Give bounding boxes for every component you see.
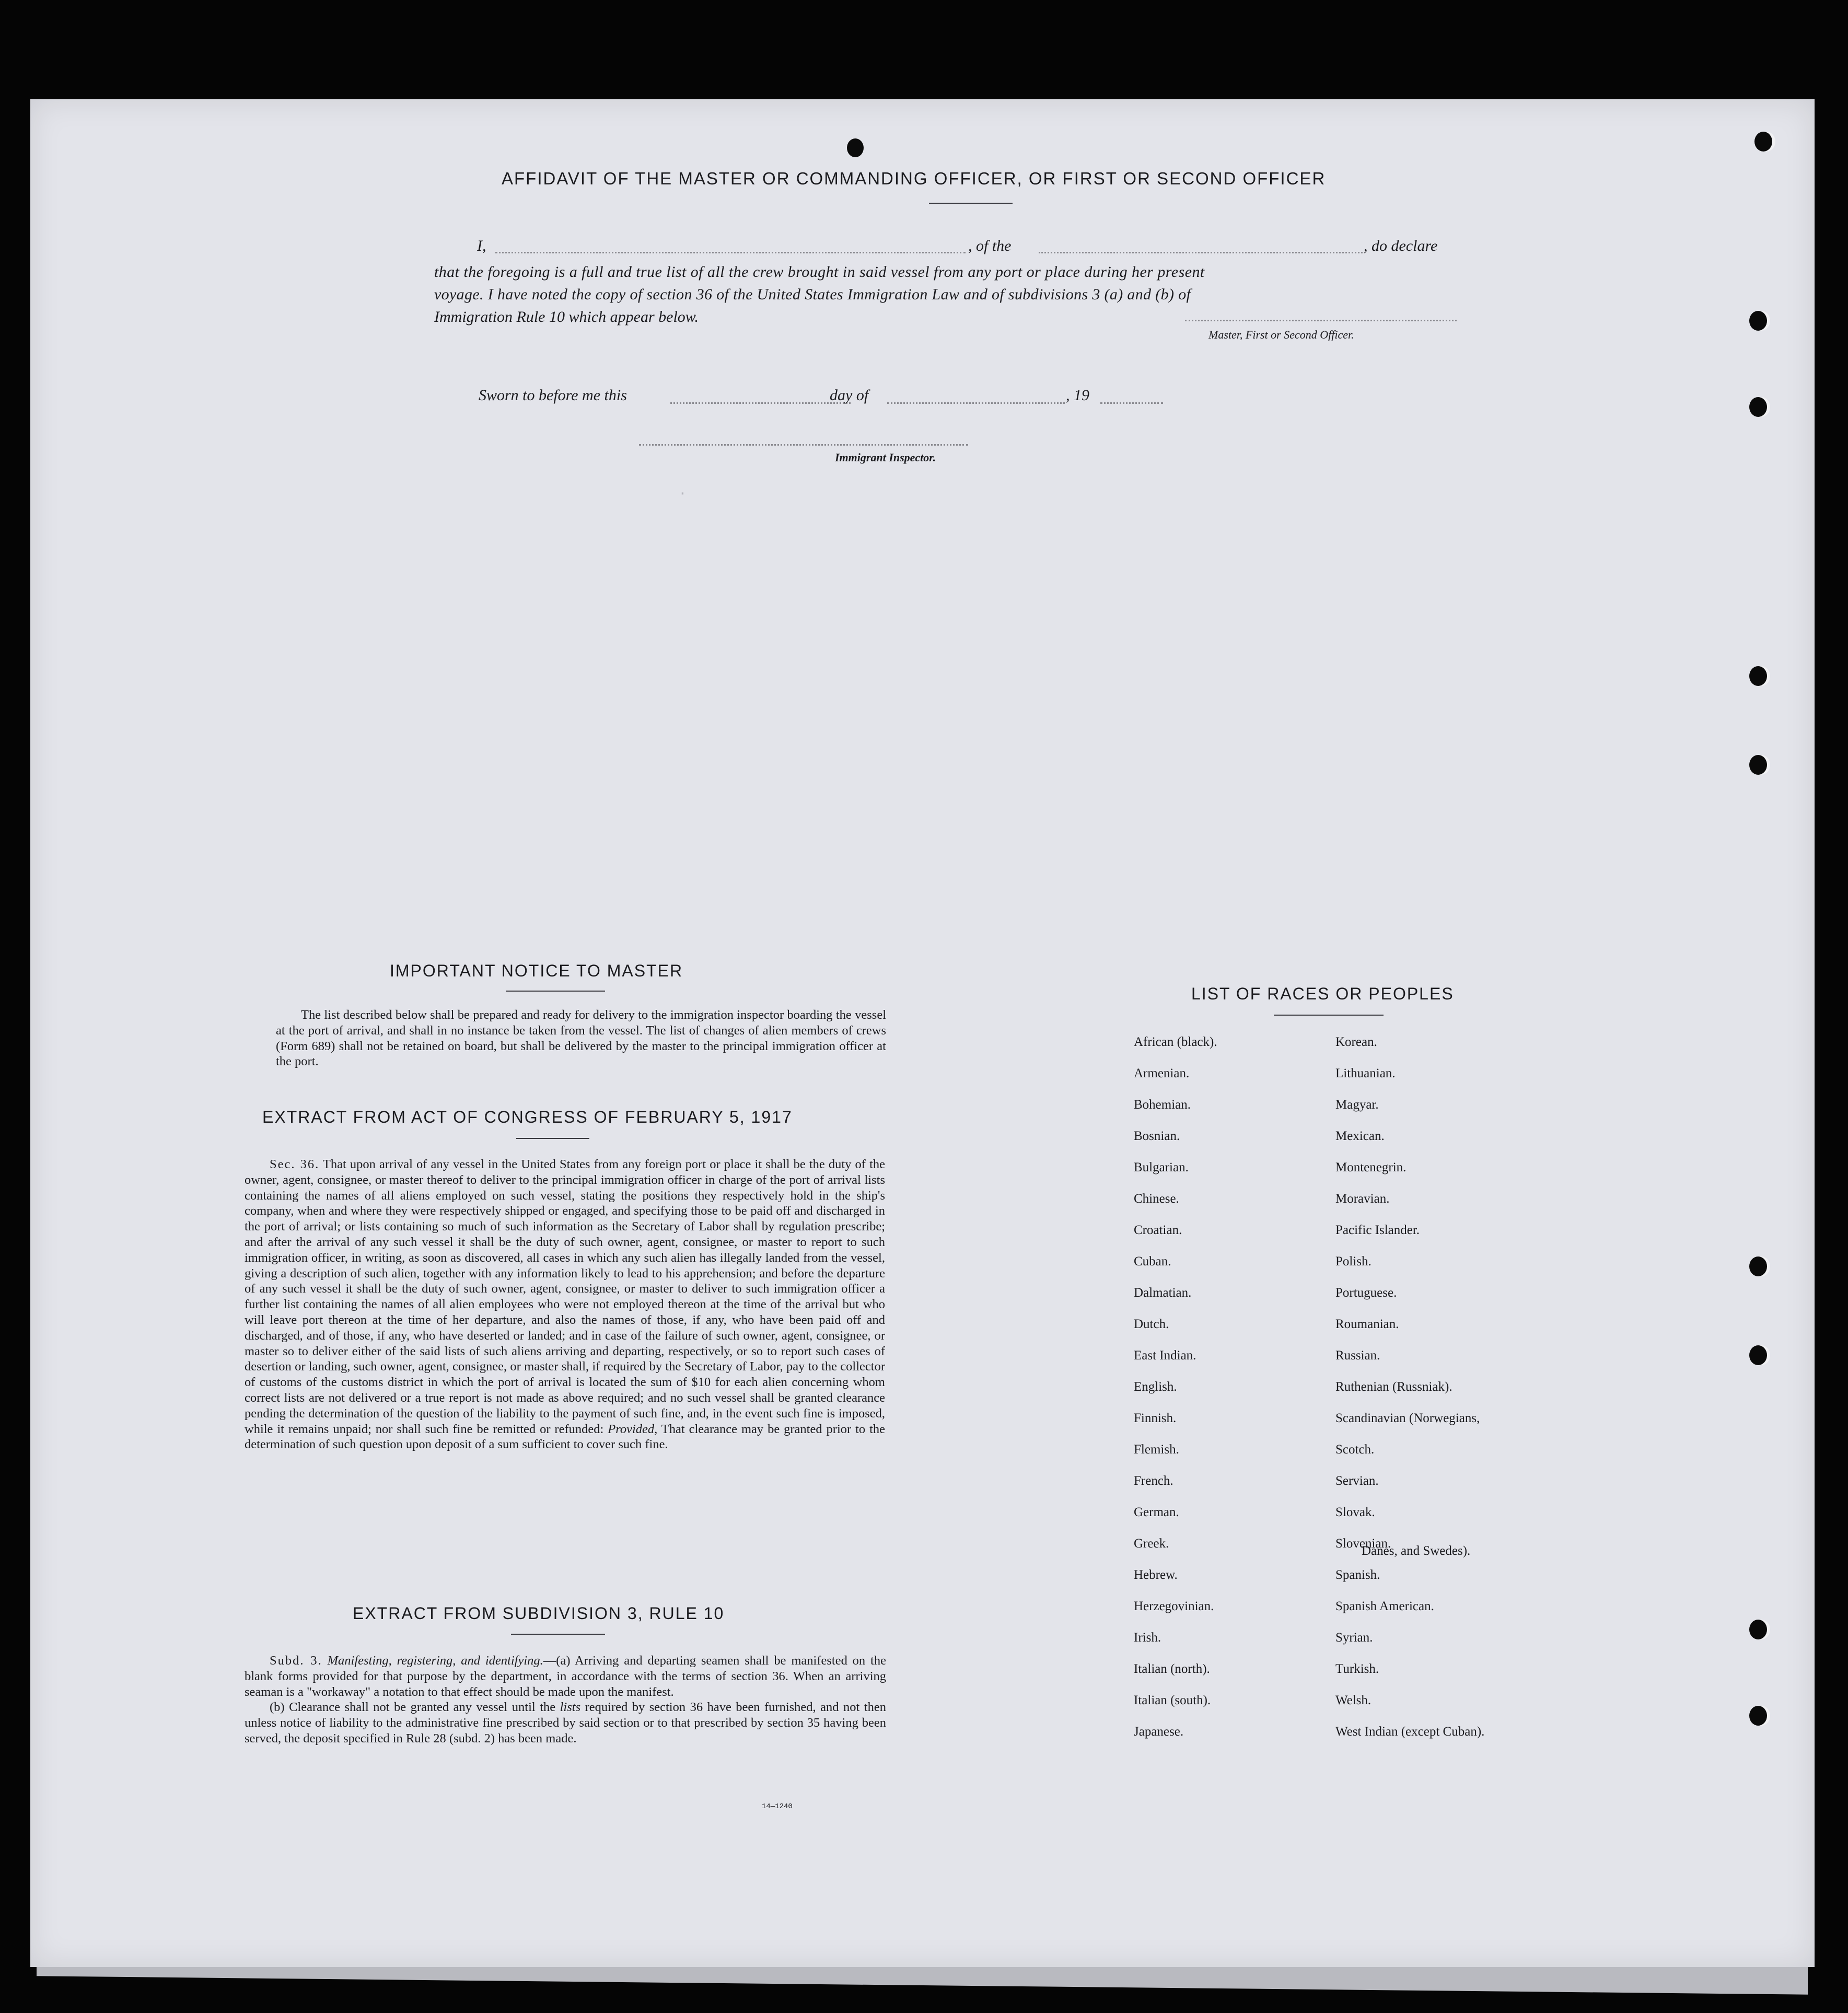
race-list-item: East Indian. — [1134, 1348, 1196, 1363]
race-list-item: Spanish American. — [1335, 1599, 1434, 1613]
notice-title-rule — [506, 991, 605, 992]
race-list-item: Bulgarian. — [1134, 1160, 1189, 1174]
notice-text: The list described below shall be prepared and ready for delivery to the immigration inspector boarding the vessel at the port of arrival, and shall in no instance be taken from the vessel. The list of changes of alien members of crews (Form 689) shall not be retained on board, but shall be delivered by the master to the principal immigration officer at the port. — [276, 1008, 886, 1069]
race-list-item: Dalmatian. — [1134, 1286, 1192, 1300]
race-list-item: Portuguese. — [1335, 1286, 1397, 1300]
race-list-item: Italian (north). — [1134, 1662, 1210, 1676]
race-list-item: German. — [1134, 1505, 1179, 1519]
race-list-item: Finnish. — [1134, 1411, 1177, 1425]
inspector-signature-field[interactable] — [639, 444, 968, 446]
affidavit-line-3: voyage. I have noted the copy of section 36 of the United States Immigration Law and of subdivisions 3 (a) and (b) of — [434, 286, 1191, 303]
act-extract-title-rule — [516, 1138, 589, 1139]
binder-punch-hole — [1749, 1706, 1767, 1726]
race-list-item: Bohemian. — [1134, 1098, 1191, 1112]
races-title: LIST OF RACES OR PEOPLES — [1191, 984, 1454, 1003]
binder-punch-hole — [1749, 1256, 1767, 1276]
races-right-column — [1335, 1027, 1484, 1748]
race-list-item: Lithuanian. — [1335, 1066, 1396, 1080]
race-list-item: English. — [1134, 1380, 1177, 1394]
race-list-item: Moravian. — [1335, 1192, 1390, 1206]
sworn-text: Sworn to before me this — [479, 387, 627, 404]
race-list-item: Polish. — [1335, 1254, 1372, 1269]
binder-hole-top — [847, 138, 864, 157]
affidavit-of-the: , of the — [968, 237, 1012, 254]
binder-punch-hole — [1749, 1620, 1767, 1639]
rule-10-text: Subd. 3. Manifesting, registering, and identifying.—(a) Arriving and departing seamen shall be manifested on the blank forms provided for that purpose by the department, in accordance with the terms of section 36. When an arriving seaman is a "workaway" a notation to that effect should be made upon the manifest. (b) Clearance shall not be granted any vessel until the lists required by section 36 have been furnished, and not then unless notice of liability to the administrative fine prescribed by said section or to that prescribed by section 35 having been served, the deposit specified in Rule 28 (subd. 2) has been made. — [245, 1654, 886, 1746]
sworn-month-field[interactable] — [887, 402, 1065, 404]
affidavit-line-4: Immigration Rule 10 which appear below. — [434, 308, 699, 325]
sworn-day-field[interactable] — [670, 402, 851, 404]
notice-title: IMPORTANT NOTICE TO MASTER — [390, 961, 683, 980]
race-list-item: Roumanian. — [1335, 1317, 1399, 1331]
race-list-item: Turkish. — [1335, 1662, 1379, 1676]
form-number: 14—1240 — [762, 1802, 793, 1811]
race-list-item: Mexican. — [1335, 1129, 1385, 1143]
master-signature-label: Master, First or Second Officer. — [1208, 328, 1354, 341]
binder-punch-hole — [1754, 132, 1772, 152]
race-list-item: West Indian (except Cuban). — [1335, 1725, 1485, 1739]
race-list-item: Greek. — [1134, 1537, 1169, 1551]
affidavit-title: AFFIDAVIT OF THE MASTER OR COMMANDING OFFICER, OR FIRST OR SECOND OFFICER — [502, 169, 1326, 188]
race-list-item: Croatian. — [1134, 1223, 1182, 1237]
vessel-name-field[interactable] — [1039, 252, 1363, 253]
races-title-rule — [1274, 1015, 1384, 1016]
race-list-item: Welsh. — [1335, 1693, 1372, 1707]
rule-extract-title-rule — [511, 1634, 605, 1635]
section-label: Sec. 36. — [270, 1157, 320, 1171]
binder-punch-hole — [1749, 666, 1767, 686]
crew-list-form-page — [30, 99, 1815, 1967]
race-list-item: Korean. — [1335, 1035, 1377, 1049]
affidavit-i: I, — [477, 237, 486, 254]
race-list-item: Ruthenian (Russniak). — [1335, 1380, 1452, 1394]
section-36-text: Sec. 36. That upon arrival of any vessel in the United States from any foreign port or place it shall be the duty of the owner, agent, consignee, or master thereof to deliver to the principal immigration officer in charge of the port of arrival lists containing the names of all aliens employed on such vessel, stating the positions they respectively hold in the ship's company, when and where they were respectively shipped or engaged, and specifying those to be paid off and discharged in the port of arrival; or lists containing so much of such information as the Secretary of Labor shall by regulation prescribe; and after the arrival of any such vessel it shall be the duty of such owner, agent, consignee, or master to report to such immigration officer, in writing, as soon as discovered, all cases in which any such alien has illegally landed from the vessel, giving a description of such alien, together with any information likely to lead to his apprehension; and before the departure of any such vessel it shall be the duty of such owner, agent, consignee, or master to deliver to such immigration officer a further list containing the names of all alien employees who were not employed thereon at the time of the arrival but who will leave port thereon at the time of her departure, and also the names of those, if any, who have been paid off and discharged, and of those, if any, who have deserted or landed; and in case of the failure of such owner, agent, consignee, or master so to deliver either of the said lists of such aliens arriving and departing, respectively, or so to report such cases of desertion or landing, such owner, agent, consignee, or master shall, if required by the Secretary of Labor, pay to the collector of customs of the customs district in which the port of arrival is located the sum of $10 for each alien concerning whom correct lists are not delivered or a true report is not made as above required; and no such vessel shall be granted clearance pending the determination of the question of the liability to the payment of such fine, and, in the event such fine is imposed, while it remains unpaid; nor shall such fine be remitted or refunded: Provided, That clearance may be granted prior to the determination of such question upon deposit of a sum sufficient to cover such fine. — [245, 1157, 886, 1452]
race-list-item: Spanish. — [1335, 1568, 1380, 1582]
binder-punch-hole — [1749, 755, 1767, 775]
affidavit-title-rule — [929, 203, 1013, 204]
race-list-item: Italian (south). — [1134, 1693, 1211, 1707]
races-left-column — [1134, 1027, 1217, 1748]
race-list-item: Japanese. — [1134, 1725, 1184, 1739]
affidavit-declare: , do declare — [1364, 237, 1438, 254]
race-list-item: Montenegrin. — [1335, 1160, 1407, 1174]
binder-punch-hole — [1749, 397, 1767, 417]
binder-punch-hole — [1749, 311, 1767, 331]
race-list-item: Armenian. — [1134, 1066, 1190, 1080]
affidavit-line-2: that the foregoing is a full and true list of all the crew brought in said vessel from any port or place during her present — [434, 263, 1205, 281]
race-list-item: Flemish. — [1134, 1442, 1179, 1457]
race-list-item: Slovak. — [1335, 1505, 1375, 1519]
race-list-item: Magyar. — [1335, 1098, 1379, 1112]
sworn-year-field[interactable] — [1100, 402, 1163, 404]
master-name-field[interactable] — [495, 252, 966, 253]
rule-extract-title: EXTRACT FROM SUBDIVISION 3, RULE 10 — [353, 1604, 725, 1623]
race-list-item: African (black). — [1134, 1035, 1217, 1049]
race-list-item: Slovenian. — [1335, 1537, 1391, 1551]
race-list-item: Dutch. — [1134, 1317, 1169, 1331]
race-list-item: Hebrew. — [1134, 1568, 1178, 1582]
master-signature-field[interactable] — [1185, 320, 1457, 321]
race-list-item: Cuban. — [1134, 1254, 1171, 1269]
race-list-item: Servian. — [1335, 1474, 1379, 1488]
race-list-item: Irish. — [1134, 1631, 1161, 1645]
race-list-item: French. — [1134, 1474, 1173, 1488]
sworn-day-of: day of — [830, 387, 869, 404]
inspector-label: Immigrant Inspector. — [835, 451, 936, 464]
race-list-item: Pacific Islander. — [1335, 1223, 1420, 1237]
race-list-item: Scandinavian (Norwegians, — [1335, 1411, 1480, 1425]
race-list-item: Herzegovinian. — [1134, 1599, 1214, 1613]
act-extract-title: EXTRACT FROM ACT OF CONGRESS OF FEBRUARY 5, 1917 — [262, 1108, 793, 1126]
race-list-item: Syrian. — [1335, 1631, 1373, 1645]
race-list-item: Bosnian. — [1134, 1129, 1180, 1143]
binder-punch-hole — [1749, 1345, 1767, 1365]
sworn-year: , 19 — [1066, 387, 1089, 404]
scandinavian-continuation: Danes, and Swedes). — [1362, 1544, 1471, 1558]
race-list-item: Chinese. — [1134, 1192, 1179, 1206]
bleed-through-mark: · — [678, 486, 687, 502]
race-list-item: Scotch. — [1335, 1442, 1375, 1457]
race-list-item: Russian. — [1335, 1348, 1380, 1363]
